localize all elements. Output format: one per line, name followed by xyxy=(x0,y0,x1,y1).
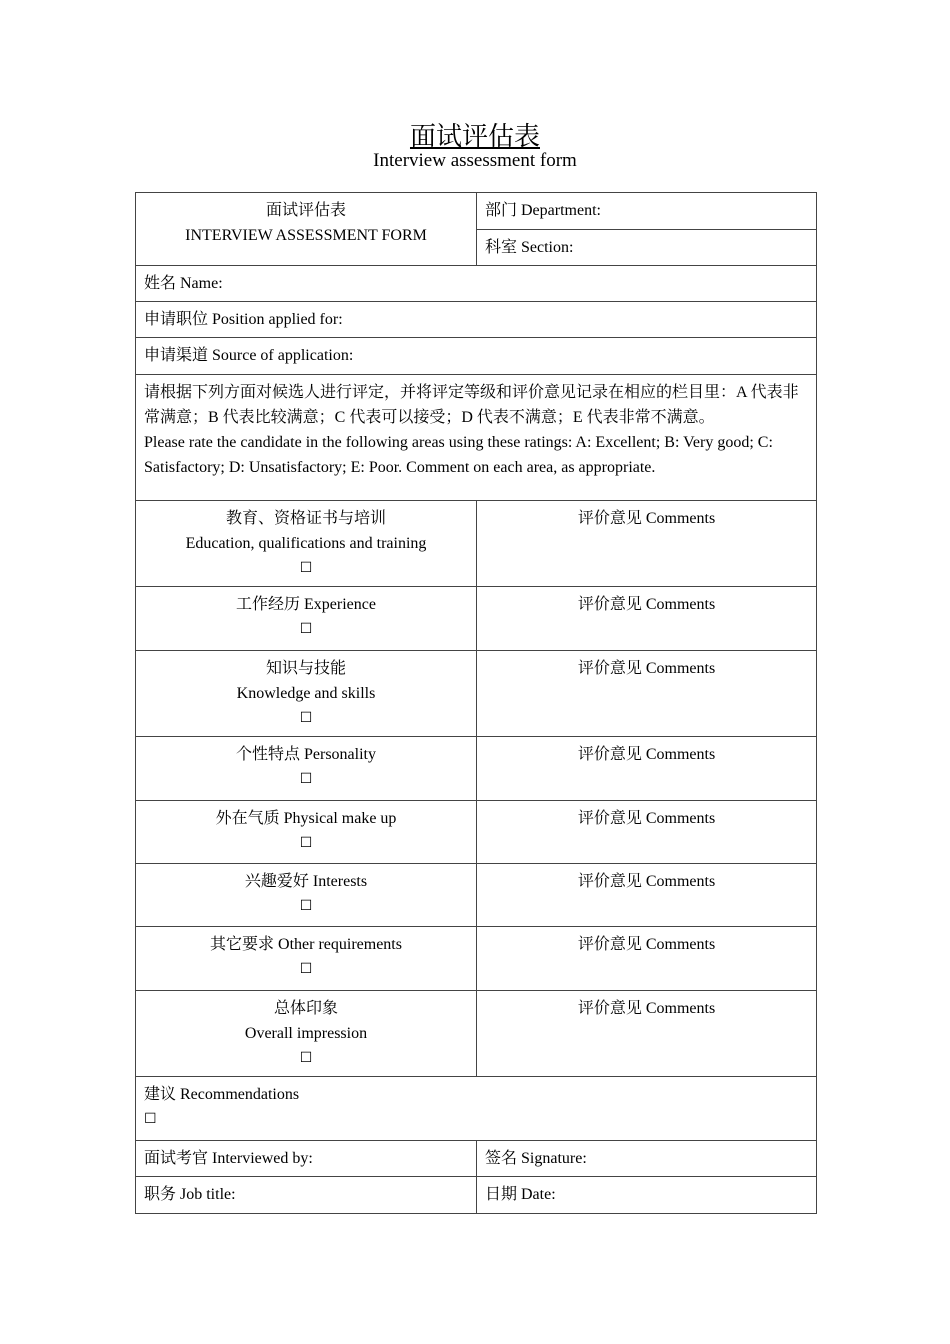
rating-checkbox[interactable]: ☐ xyxy=(299,560,313,576)
comments-field[interactable]: 评价意见 Comments xyxy=(477,864,817,927)
criterion-label: 兴趣爱好 Interests xyxy=(244,873,368,890)
criterion-label-en: Overall impression xyxy=(244,1025,368,1042)
criterion-interests xyxy=(136,864,477,927)
form-banner-cell xyxy=(136,193,477,266)
rating-checkbox[interactable]: ☐ xyxy=(299,710,313,726)
instructions-en: Please rate the candidate in the following areas using these ratings: A: Excellent; B: Very good; C: Satisfactory; D: Unsatisfactory; E: Poor. Comment on each area, as appropriate. xyxy=(144,434,773,476)
criterion-label: 其它要求 Other requirements xyxy=(210,936,402,953)
recommendations-label: 建议 Recommendations xyxy=(144,1086,300,1103)
date-field[interactable]: 日期 Date: xyxy=(477,1177,817,1214)
criterion-education xyxy=(136,501,477,587)
rating-instructions xyxy=(136,375,817,501)
recommendations-checkbox[interactable]: ☐ xyxy=(144,1111,157,1127)
page-subtitle: Interview assessment form xyxy=(373,150,577,171)
signature-field[interactable]: 签名 Signature: xyxy=(477,1141,817,1177)
comments-field[interactable]: 评价意见 Comments xyxy=(477,651,817,737)
criterion-personality xyxy=(136,737,477,801)
interviewed-by-field[interactable]: 面试考官 Interviewed by: xyxy=(136,1141,477,1177)
criterion-physical xyxy=(136,801,477,864)
criterion-label: 个性特点 Personality xyxy=(236,746,376,763)
criterion-experience xyxy=(136,587,477,651)
criterion-label-cn: 教育、资格证书与培训 xyxy=(225,510,386,527)
criterion-knowledge xyxy=(136,651,477,737)
job-title-field[interactable]: 职务 Job title: xyxy=(136,1177,477,1214)
comments-field[interactable]: 评价意见 Comments xyxy=(477,991,817,1077)
form-banner-cn: 面试评估表 xyxy=(265,202,346,219)
recommendations-cell xyxy=(136,1077,817,1141)
department-field[interactable]: 部门 Department: xyxy=(477,193,817,230)
form-banner-en: INTERVIEW ASSESSMENT FORM xyxy=(185,227,427,244)
assessment-form-table xyxy=(135,192,817,1214)
criterion-label-en: Education, qualifications and training xyxy=(185,535,427,552)
comments-field[interactable]: 评价意见 Comments xyxy=(477,501,817,587)
rating-checkbox[interactable]: ☐ xyxy=(299,621,313,637)
criterion-other xyxy=(136,927,477,991)
comments-field[interactable]: 评价意见 Comments xyxy=(477,737,817,801)
comments-field[interactable]: 评价意见 Comments xyxy=(477,587,817,651)
section-field[interactable]: 科室 Section: xyxy=(477,230,817,266)
rating-checkbox[interactable]: ☐ xyxy=(299,835,313,851)
criterion-label: 工作经历 Experience xyxy=(236,596,376,613)
name-field[interactable]: 姓名 Name: xyxy=(136,266,817,302)
comments-field[interactable]: 评价意见 Comments xyxy=(477,801,817,864)
source-field[interactable]: 申请渠道 Source of application: xyxy=(136,338,817,375)
instructions-cn: 请根据下列方面对候选人进行评定，并将评定等级和评价意见记录在相应的栏目里：A 代表非常满意；B 代表比较满意；C 代表可以接受；D 代表不满意；E 代表非常不满意。 xyxy=(144,384,799,426)
page-title: 面试评估表 xyxy=(409,122,540,152)
comments-field[interactable]: 评价意见 Comments xyxy=(477,927,817,991)
rating-checkbox[interactable]: ☐ xyxy=(299,1050,313,1066)
criterion-overall xyxy=(136,991,477,1077)
rating-checkbox[interactable]: ☐ xyxy=(299,898,313,914)
rating-checkbox[interactable]: ☐ xyxy=(299,771,313,787)
rating-checkbox[interactable]: ☐ xyxy=(299,961,313,977)
criterion-label-cn: 知识与技能 xyxy=(265,660,346,677)
criterion-label-en: Knowledge and skills xyxy=(236,685,376,702)
criterion-label: 外在气质 Physical make up xyxy=(215,810,397,827)
criterion-label-cn: 总体印象 xyxy=(273,1000,338,1017)
position-field[interactable]: 申请职位 Position applied for: xyxy=(136,302,817,338)
